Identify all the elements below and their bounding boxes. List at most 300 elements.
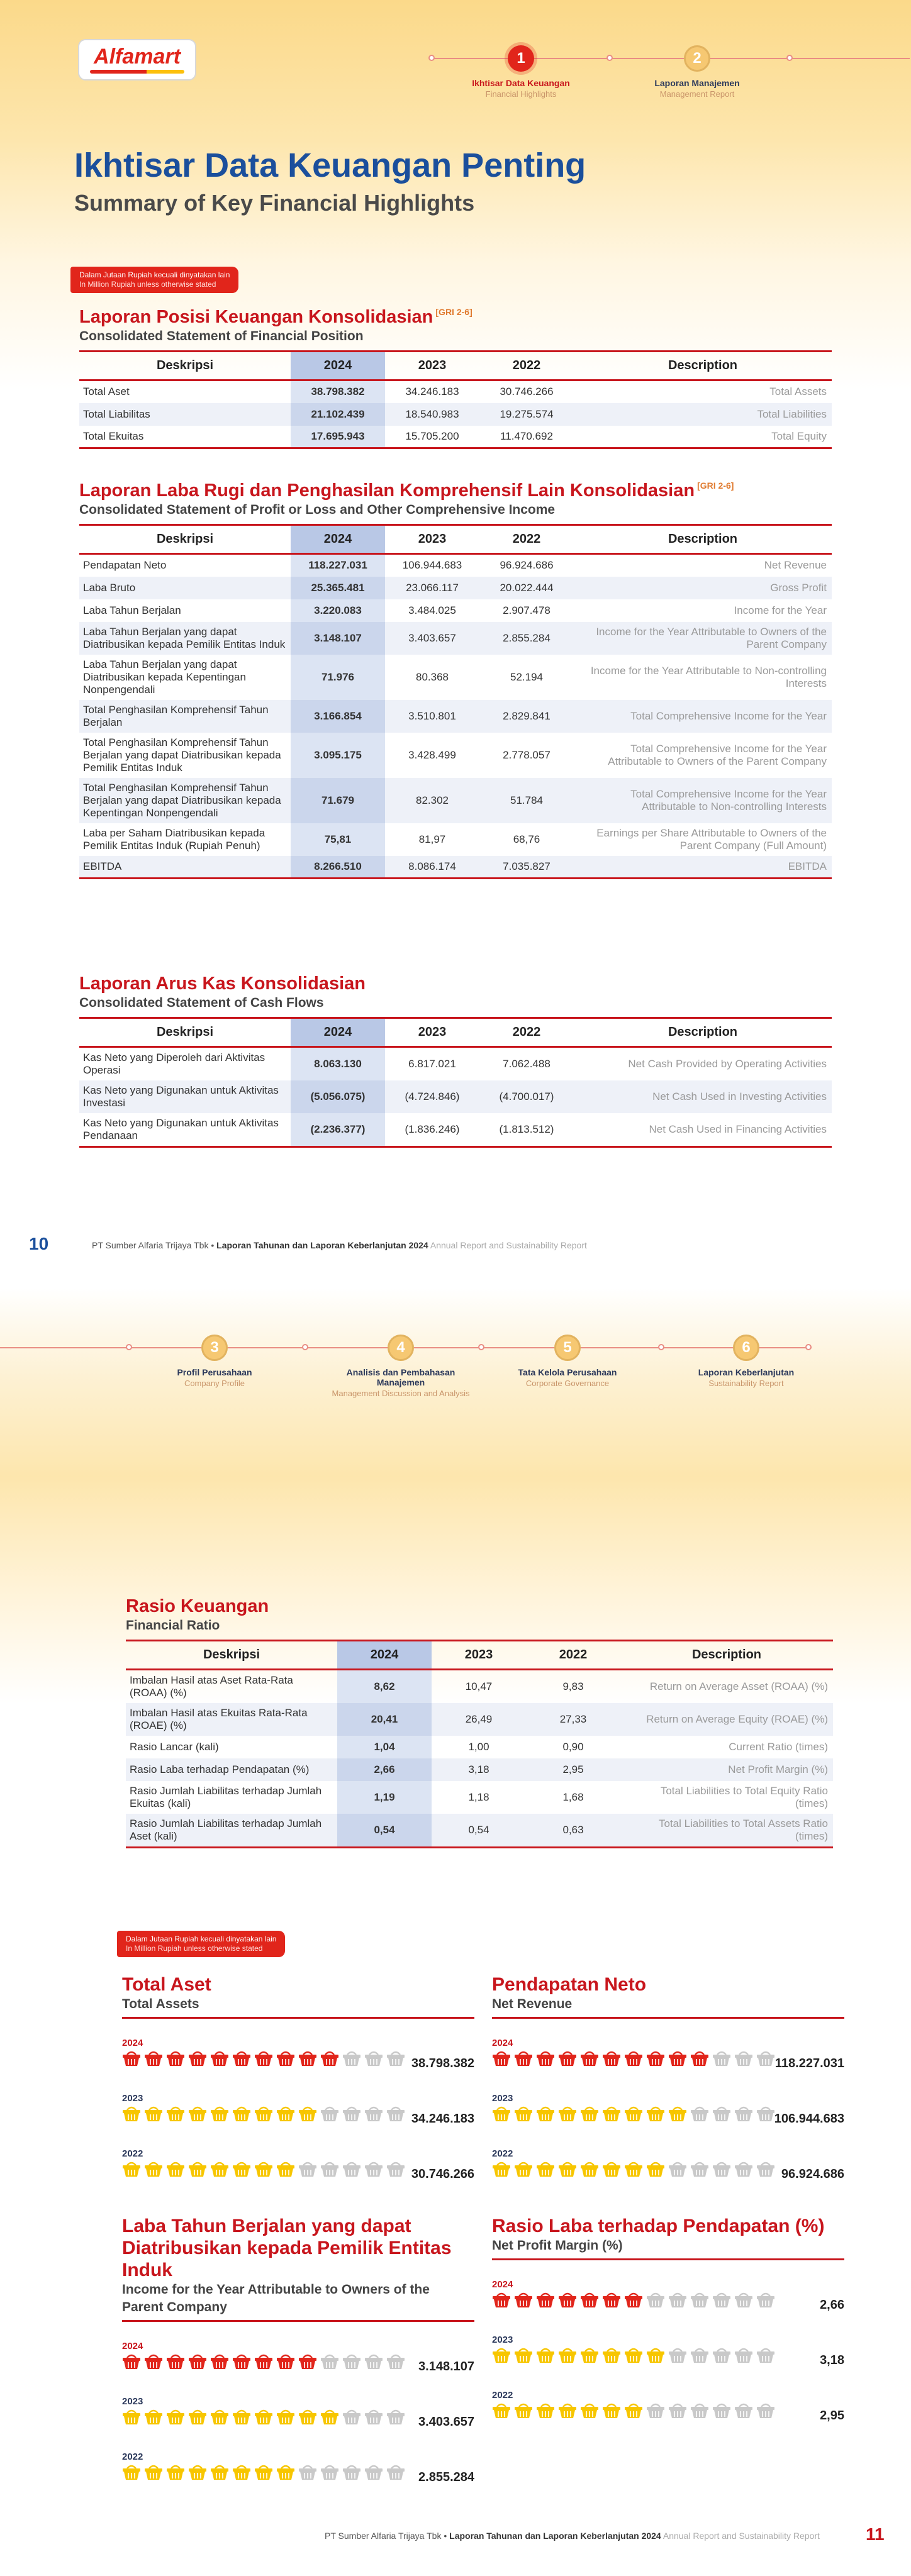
value-2024: 21.102.439	[291, 403, 385, 426]
infographic-row	[122, 2093, 474, 2129]
column-header-y2024: 2024	[291, 1018, 385, 1047]
basket-icon	[342, 2407, 361, 2425]
row-label-id: Laba Tahun Berjalan	[83, 604, 181, 616]
basket-icon	[668, 2401, 687, 2419]
basket-icon	[364, 2463, 383, 2480]
footer-year: 2024	[641, 2531, 661, 2541]
footer-company: PT Sumber Alfaria Trijaya Tbk	[325, 2531, 442, 2541]
basket-icon	[188, 2049, 207, 2067]
basket-icon	[734, 2160, 753, 2177]
basket-icon	[342, 2104, 361, 2122]
basket-icon	[712, 2290, 731, 2308]
table-row	[126, 1814, 833, 1848]
value-2022: 7.062.488	[503, 1058, 551, 1070]
year-label: 2023	[492, 2334, 513, 2345]
value-2023: 8.086.174	[385, 856, 479, 879]
basket-icon	[320, 2049, 339, 2067]
table-row	[79, 577, 832, 599]
step-number: 1	[508, 45, 534, 72]
row-label-id: Kas Neto yang Digunakan untuk Aktivitas Pendanaan	[83, 1117, 279, 1141]
value-2022: 19.275.574	[479, 403, 574, 426]
basket-icon	[646, 2104, 665, 2122]
section-title	[79, 480, 832, 501]
basket-icon	[122, 2352, 141, 2370]
step-number: 6	[733, 1335, 759, 1361]
row-label-en: Return on Average Equity (ROAE) (%)	[620, 1703, 833, 1736]
table-header-row	[79, 352, 832, 380]
value-2023: 34.246.183	[405, 386, 459, 398]
basket-icon	[210, 2463, 229, 2480]
step-sublabel: Corporate Governance	[525, 1379, 610, 1388]
basket-icon	[668, 2346, 687, 2363]
basket-icon	[602, 2290, 621, 2308]
basket-icon	[122, 2160, 141, 2177]
profit-loss-table	[79, 524, 832, 879]
basket-icon	[386, 2352, 405, 2370]
row-label-id: Kas Neto yang Digunakan untuk Aktivitas Investasi	[79, 1080, 291, 1113]
row-label-id: Total Penghasilan Komprehensif Tahun Berjalan yang dapat Diatribusikan kepada Pemilik Entitas Induk	[83, 736, 281, 774]
basket-icon	[144, 2160, 163, 2177]
basket-icon	[580, 2049, 599, 2067]
value-2023: 106.944.683	[402, 559, 462, 572]
section-title: Rasio Keuangan	[126, 1596, 269, 1616]
row-label-en: Income for the Year Attributable to Non-controlling Interests	[590, 664, 827, 689]
nav-step-management-report[interactable]	[628, 45, 766, 99]
value-2024: 1,19	[337, 1781, 432, 1814]
row-label-en: EBITDA	[574, 856, 832, 879]
gri-ref: [GRI 2-6]	[435, 307, 472, 317]
basket-icon	[624, 2104, 643, 2122]
row-label-en: Net Cash Used in Financing Activities	[649, 1123, 827, 1135]
value-2022: 0,63	[526, 1814, 620, 1848]
basket-icon	[624, 2049, 643, 2067]
basket-icon	[690, 2401, 709, 2419]
row-label-id: Laba Bruto	[79, 577, 291, 599]
value-2024: 8.063.130	[291, 1047, 385, 1081]
table-row	[79, 1080, 832, 1113]
basket-icon	[734, 2049, 753, 2067]
currency-note-en: In Million Rupiah unless otherwise stated	[79, 280, 216, 289]
footer-report-en: Annual Report and Sustainability Report	[430, 1240, 587, 1250]
row-label-en: Current Ratio (times)	[729, 1741, 828, 1753]
table-row	[126, 1736, 833, 1758]
row-label-id: Laba per Saham Diatribusikan kepada Pemilik Entitas Induk (Rupiah Penuh)	[83, 826, 265, 852]
basket-icon	[364, 2049, 383, 2067]
table-row	[79, 426, 832, 448]
step-label: Laporan Keberlanjutan	[698, 1367, 795, 1377]
year-label: 2022	[122, 2451, 143, 2462]
table-row	[79, 599, 832, 622]
value-2023: 6.817.021	[408, 1058, 456, 1070]
alfamart-logo	[78, 39, 196, 80]
footer-report-id: Laporan Tahunan dan Laporan Keberlanjutan	[216, 1240, 406, 1250]
basket-icon	[668, 2104, 687, 2122]
basket-icon	[646, 2401, 665, 2419]
row-label-en: Income for the Year	[734, 604, 827, 616]
row-label-id: EBITDA	[79, 856, 291, 879]
row-label-id: Total Ekuitas	[83, 430, 144, 442]
basket-icon	[734, 2346, 753, 2363]
basket-icon	[580, 2104, 599, 2122]
nav-step-corporate-governance[interactable]	[498, 1335, 637, 1388]
basket-icon	[232, 2160, 251, 2177]
financial-ratio-table	[126, 1640, 833, 1848]
logo-text-accent: mart	[134, 45, 181, 69]
basket-icon	[756, 2401, 775, 2419]
nav-step-management-analysis[interactable]	[322, 1335, 479, 1398]
row-label-en: Net Cash Provided by Operating Activities	[628, 1058, 827, 1070]
table-row	[79, 403, 832, 426]
row-label-en: Return on Average Asset (ROAA) (%)	[649, 1680, 828, 1692]
section-title-text: Laporan Laba Rugi dan Penghasilan Komprehensif Lain Konsolidasian	[79, 480, 695, 501]
basket-icon	[254, 2160, 273, 2177]
year-label: 2022	[492, 2390, 513, 2401]
page-number: 11	[866, 2524, 885, 2544]
column-header-y2023: 2023	[385, 352, 479, 380]
basket-icon	[580, 2346, 599, 2363]
table-row	[79, 380, 832, 403]
section-subtitle: Consolidated Statement of Financial Position	[79, 329, 364, 343]
basket-icon	[492, 2401, 511, 2419]
basket-icon	[144, 2352, 163, 2370]
basket-icon	[298, 2352, 317, 2370]
nav-dot	[658, 1344, 664, 1350]
nav-dot	[606, 55, 613, 61]
basket-icon	[514, 2160, 533, 2177]
basket-icon	[166, 2352, 185, 2370]
nav-step-company-profile[interactable]	[145, 1335, 284, 1388]
value-2023: 82.302	[385, 778, 479, 823]
value-2024: 3.095.175	[291, 733, 385, 778]
row-label-en: Total Equity	[771, 430, 827, 442]
basket-icon	[342, 2352, 361, 2370]
basket-icon	[536, 2401, 555, 2419]
basket-icon	[712, 2401, 731, 2419]
basket-icon	[254, 2104, 273, 2122]
row-value: 118.227.031	[774, 2057, 844, 2070]
basket-icon	[342, 2049, 361, 2067]
basket-icon	[320, 2104, 339, 2122]
column-header-y2023: 2023	[385, 1018, 479, 1047]
value-2024: 71.976	[291, 655, 385, 700]
row-label-id: Laba Tahun Berjalan yang dapat Diatribusikan kepada Pemilik Entitas Induk	[79, 622, 291, 655]
row-value: 96.924.686	[781, 2167, 844, 2181]
value-2023: 1,00	[468, 1741, 489, 1753]
footer-report-en: Annual Report and Sustainability Report	[662, 2531, 820, 2541]
value-2024: 71.679	[291, 778, 385, 823]
table-row	[126, 1781, 833, 1814]
basket-icon	[276, 2352, 295, 2370]
row-label-en: Earnings per Share Attributable to Owners of the Parent Company (Full Amount)	[596, 826, 827, 852]
value-2024: 17.695.943	[291, 426, 385, 448]
currency-note	[117, 1931, 285, 1957]
basket-icon	[624, 2346, 643, 2363]
basket-icon	[122, 2407, 141, 2425]
footer-bullet: •	[211, 1240, 215, 1250]
basket-icon	[276, 2407, 295, 2425]
value-2024: 20,41	[337, 1703, 432, 1736]
row-value: 2,95	[820, 2409, 844, 2423]
infographic-rule	[492, 2258, 844, 2260]
column-header-desc: Deskripsi	[79, 1018, 291, 1047]
basket-icon	[232, 2049, 251, 2067]
page-10	[0, 0, 911, 1283]
year-label: 2023	[122, 2396, 143, 2407]
basket-icon	[320, 2160, 339, 2177]
step-sublabel: Sustainability Report	[708, 1379, 784, 1388]
basket-icon	[668, 2049, 687, 2067]
infographic-title: Pendapatan Neto	[492, 1974, 647, 1995]
row-label-id: Rasio Jumlah Liabilitas terhadap Jumlah Aset (kali)	[126, 1814, 337, 1848]
value-2024: 38.798.382	[291, 380, 385, 403]
value-2024: 1,04	[337, 1736, 432, 1758]
value-2022: 27,33	[526, 1703, 620, 1736]
value-2022: 0,90	[562, 1741, 584, 1753]
year-label: 2022	[122, 2148, 143, 2159]
value-2022: 20.022.444	[479, 577, 574, 599]
table-header-row	[79, 525, 832, 554]
basket-icon	[144, 2104, 163, 2122]
year-label: 2024	[122, 2341, 143, 2351]
table-row	[79, 1113, 832, 1147]
value-2023: 18.540.983	[385, 403, 479, 426]
value-2023: 23.066.117	[385, 577, 479, 599]
basket-icon	[646, 2160, 665, 2177]
section-subtitle: Consolidated Statement of Profit or Loss and Other Comprehensive Income	[79, 502, 556, 517]
basket-icon	[210, 2104, 229, 2122]
table-row	[79, 778, 832, 823]
basket-icon	[558, 2049, 577, 2067]
basket-icon	[232, 2352, 251, 2370]
basket-icon	[602, 2104, 621, 2122]
basket-icon	[690, 2346, 709, 2363]
basket-icon	[624, 2160, 643, 2177]
basket-icon	[166, 2407, 185, 2425]
infographic-subtitle: Income for the Year Attributable to Owners of the Parent Company	[122, 2282, 430, 2314]
value-2022: (1.813.512)	[499, 1123, 554, 1135]
row-label-id: Total Penghasilan Komprehensif Tahun Berjalan yang dapat Diatribusikan kepada Kepentingan Nonpengendali	[79, 778, 291, 823]
column-header-y2024: 2024	[337, 1641, 432, 1670]
table-row	[79, 655, 832, 700]
basket-icon	[320, 2407, 339, 2425]
row-label-en: Net Revenue	[764, 559, 827, 572]
value-2024: (5.056.075)	[291, 1080, 385, 1113]
basket-icon	[386, 2407, 405, 2425]
footer-bullet: •	[444, 2531, 447, 2541]
basket-icon	[514, 2049, 533, 2067]
section-cash-flow	[79, 974, 832, 1148]
cash-flow-table	[79, 1017, 832, 1148]
value-2022: 1,68	[562, 1791, 584, 1803]
value-2023: 3,18	[432, 1758, 526, 1781]
step-sublabel: Company Profile	[184, 1379, 245, 1388]
basket-icon	[166, 2463, 185, 2480]
section-subtitle: Financial Ratio	[126, 1618, 220, 1633]
year-label: 2024	[492, 2038, 513, 2048]
basket-icon	[690, 2049, 709, 2067]
basket-icon	[734, 2290, 753, 2308]
basket-icon	[254, 2407, 273, 2425]
basket-icon	[144, 2049, 163, 2067]
basket-icon	[342, 2463, 361, 2480]
table-row	[79, 823, 832, 856]
basket-icon	[276, 2463, 295, 2480]
basket-icon	[210, 2160, 229, 2177]
infographic-row	[492, 2279, 844, 2316]
basket-icon	[558, 2104, 577, 2122]
basket-icon	[364, 2407, 383, 2425]
basket-icon	[580, 2401, 599, 2419]
year-label: 2023	[122, 2093, 143, 2104]
year-label: 2023	[492, 2093, 513, 2104]
basket-bar	[492, 2346, 844, 2363]
basket-icon	[514, 2346, 533, 2363]
basket-icon	[320, 2352, 339, 2370]
row-label-id: Kas Neto yang Diperoleh dari Aktivitas Operasi	[83, 1052, 265, 1076]
basket-icon	[602, 2401, 621, 2419]
row-value: 106.944.683	[774, 2112, 844, 2126]
infographic-row	[122, 2038, 474, 2074]
row-value: 30.746.266	[411, 2167, 474, 2181]
step-number: 3	[201, 1335, 228, 1361]
infographic-row	[492, 2093, 844, 2129]
basket-icon	[276, 2049, 295, 2067]
value-2024: (2.236.377)	[291, 1113, 385, 1147]
row-label-id: Pendapatan Neto	[83, 559, 167, 572]
basket-icon	[320, 2463, 339, 2480]
basket-icon	[188, 2352, 207, 2370]
basket-icon	[712, 2104, 731, 2122]
step-number: 5	[554, 1335, 581, 1361]
infographic-income-attributable-owners	[122, 2215, 474, 2488]
basket-icon	[624, 2401, 643, 2419]
row-value: 34.246.183	[411, 2112, 474, 2126]
page-subtitle: Summary of Key Financial Highlights	[74, 190, 475, 216]
infographic-rule	[122, 2017, 474, 2019]
value-2023: 81,97	[418, 833, 446, 845]
basket-icon	[298, 2463, 317, 2480]
infographic-rule	[492, 2017, 844, 2019]
basket-icon	[646, 2049, 665, 2067]
basket-icon	[492, 2346, 511, 2363]
value-2024: 75,81	[291, 823, 385, 856]
column-header-y2022: 2022	[526, 1641, 620, 1670]
basket-icon	[514, 2104, 533, 2122]
infographic-title: Total Aset	[122, 1974, 211, 1995]
section-title: Laporan Arus Kas Konsolidasian	[79, 974, 366, 994]
value-2022: 96.924.686	[500, 559, 554, 572]
row-label-en: Net Cash Used in Investing Activities	[574, 1080, 832, 1113]
basket-icon	[536, 2160, 555, 2177]
step-number: 2	[684, 45, 710, 72]
page-footer	[92, 1240, 587, 1250]
row-value: 3.403.657	[418, 2415, 474, 2429]
row-label-en: Total Comprehensive Income for the Year	[574, 700, 832, 733]
table-row	[126, 1670, 833, 1704]
infographic-row	[492, 2390, 844, 2426]
row-label-en: Gross Profit	[574, 577, 832, 599]
step-sublabel: Management Report	[659, 89, 735, 99]
basket-icon	[364, 2104, 383, 2122]
value-2024: 8,62	[337, 1670, 432, 1704]
row-label-en: Income for the Year Attributable to Owners of the Parent Company	[574, 622, 832, 655]
basket-icon	[514, 2401, 533, 2419]
value-2024: 3.148.107	[291, 622, 385, 655]
infographic-total-assets	[122, 1974, 474, 2185]
basket-icon	[342, 2160, 361, 2177]
value-2022: 2.829.841	[479, 700, 574, 733]
row-label-id: Imbalan Hasil atas Aset Rata-Rata (ROAA) (%)	[130, 1674, 293, 1699]
basket-icon	[690, 2104, 709, 2122]
logo-text-main: Alfa	[94, 45, 135, 69]
column-header-y2023: 2023	[385, 525, 479, 554]
table-row	[79, 554, 832, 577]
infographic-row	[492, 2334, 844, 2371]
step-label: Profil Perusahaan	[177, 1367, 252, 1377]
row-label-en: Total Liabilities to Total Assets Ratio (times)	[620, 1814, 833, 1848]
value-2022: 52.194	[510, 670, 543, 683]
basket-icon	[492, 2290, 511, 2308]
basket-icon	[734, 2104, 753, 2122]
basket-icon	[492, 2160, 511, 2177]
column-header-y2022: 2022	[479, 352, 574, 380]
basket-bar	[492, 2401, 844, 2419]
currency-note-en: In Million Rupiah unless otherwise stated	[126, 1944, 263, 1953]
nav-step-financial-highlights[interactable]	[452, 45, 590, 99]
table-row	[126, 1703, 833, 1736]
basket-icon	[712, 2160, 731, 2177]
row-label-id: Rasio Jumlah Liabilitas terhadap Jumlah Ekuitas (kali)	[130, 1785, 322, 1809]
step-label: Laporan Manajemen	[654, 78, 740, 88]
basket-icon	[232, 2463, 251, 2480]
basket-icon	[364, 2160, 383, 2177]
basket-icon	[580, 2290, 599, 2308]
basket-icon	[386, 2049, 405, 2067]
column-header-y2024: 2024	[291, 352, 385, 380]
page-footer	[325, 2531, 820, 2541]
column-header-y2022: 2022	[479, 1018, 574, 1047]
column-header-desc: Deskripsi	[79, 352, 291, 380]
value-2024: 3.220.083	[291, 599, 385, 622]
row-label-en: Total Comprehensive Income for the Year Attributable to Owners of the Parent Company	[608, 742, 827, 767]
step-label: Tata Kelola Perusahaan	[518, 1367, 617, 1377]
row-label-en: Total Liabilities	[574, 403, 832, 426]
table-row	[79, 700, 832, 733]
value-2023: 1,18	[468, 1791, 489, 1803]
nav-step-sustainability-report[interactable]	[677, 1335, 815, 1388]
value-2023: 10,47	[465, 1680, 493, 1692]
basket-icon	[492, 2049, 511, 2067]
year-label: 2024	[492, 2279, 513, 2290]
value-2023: 3.484.025	[408, 604, 456, 616]
basket-icon	[364, 2352, 383, 2370]
basket-icon	[298, 2407, 317, 2425]
basket-icon	[668, 2290, 687, 2308]
infographic-subtitle: Net Revenue	[492, 1997, 573, 2011]
basket-icon	[144, 2407, 163, 2425]
value-2022: 51.784	[479, 778, 574, 823]
basket-icon	[276, 2160, 295, 2177]
footer-company: PT Sumber Alfaria Trijaya Tbk	[92, 1240, 209, 1250]
basket-icon	[166, 2104, 185, 2122]
basket-icon	[386, 2104, 405, 2122]
step-sublabel: Management Discussion and Analysis	[332, 1389, 470, 1398]
row-value: 2,66	[820, 2298, 844, 2312]
page-11	[0, 1288, 911, 2576]
value-2023: 3.510.801	[385, 700, 479, 733]
year-label: 2024	[122, 2038, 143, 2048]
basket-icon	[580, 2160, 599, 2177]
